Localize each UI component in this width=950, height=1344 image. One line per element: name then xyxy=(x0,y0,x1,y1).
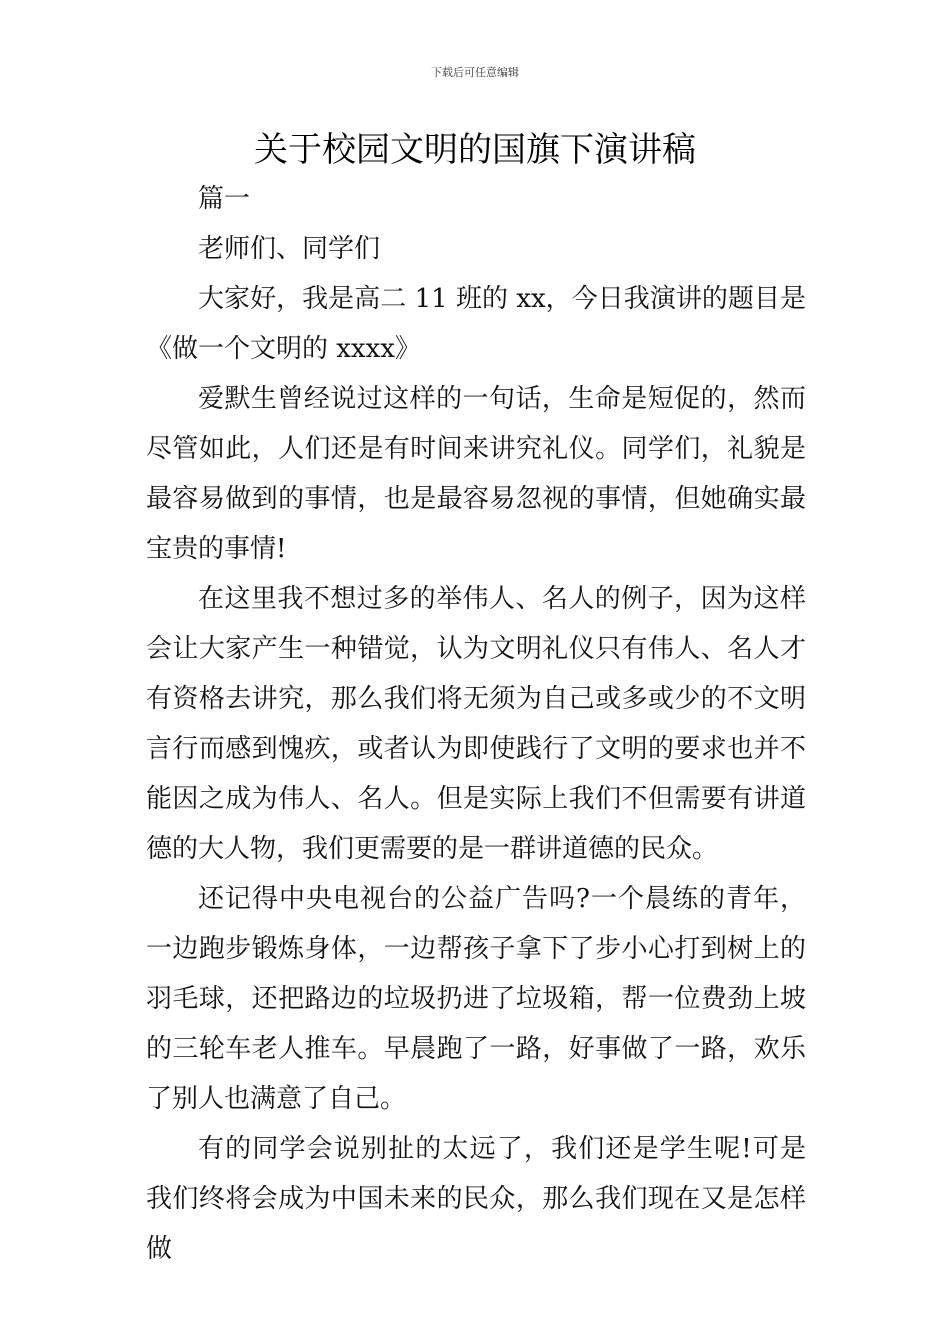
paragraph-salutation: 老师们、同学们 xyxy=(198,234,381,264)
paragraph-body: 爱默生曾经说过这样的一句话，生命是短促的，然而尽管如此，人们还是有时间来讲究礼仪。同学们，礼貌是最容易做到的事情，也是最容易忽视的事情，但她确实最宝贵的事情! xyxy=(146,384,806,564)
document-title: 关于校园文明的国旗下演讲稿 xyxy=(254,130,696,170)
paragraph-body: 还记得中央电视台的公益广告吗?一个晨练的青年，一边跑步锻炼身体，一边帮孩子拿下了步小心打到树上的羽毛球，还把路边的垃圾扔进了垃圾箱，帮一位费劲上坡的三轮车老人推车。早晨跑了一路，好事做了一路，欢乐了别人也满意了自己。 xyxy=(146,884,806,1114)
paragraph-greeting: 大家好，我是高二 11 班的 xx，今日我演讲的题目是《做一个文明的 xxxx》 xyxy=(146,284,806,364)
document-body xyxy=(146,174,806,1274)
paragraph-body: 有的同学会说别扯的太远了，我们还是学生呢!可是我们终将会成为中国未来的民众，那么我们现在又是怎样做 xyxy=(146,1134,806,1264)
paragraph-section-label: 篇一 xyxy=(198,184,251,214)
paragraph-body: 在这里我不想过多的举伟人、名人的例子，因为这样会让大家产生一种错觉，认为文明礼仪只有伟人、名人才有资格去讲究，那么我们将无须为自己或多或少的不文明言行而感到愧疚，或者认为即使践行了文明的要求也并不能因之成为伟人、名人。但是实际上我们不但需要有讲道德的大人物，我们更需要的是一群讲道德的民众。 xyxy=(146,584,806,864)
page-header-note: 下载后可任意编辑 xyxy=(431,66,519,79)
